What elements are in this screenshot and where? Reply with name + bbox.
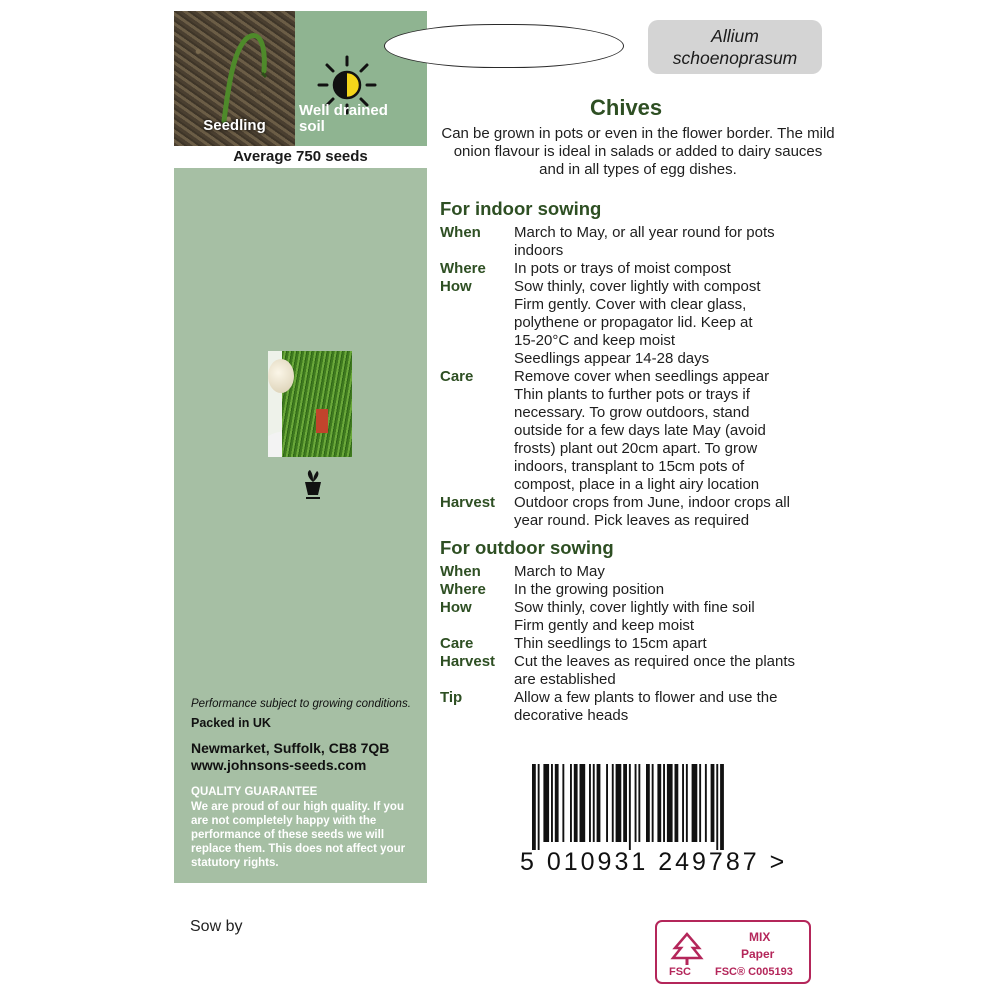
indoor-heading: For indoor sowing [440,198,602,219]
packed-in: Packed in UK [191,716,271,730]
instruction-line: year round. Pick leaves as required [514,512,750,529]
outdoor-heading: For outdoor sowing [440,537,614,558]
instruction-line: Remove cover when seedlings appear [514,368,770,385]
address [191,740,389,774]
soil-label [299,103,388,135]
barcode-bar [597,764,601,842]
instruction-line: outside for a few days late May (avoid [514,422,766,439]
left-green-panel [174,168,427,883]
instruction-row [440,599,830,635]
hang-hole [384,24,624,68]
instruction-value [514,368,830,494]
barcode-bar [538,764,540,850]
barcode-bar [705,764,707,842]
barcode-bar [652,764,654,842]
chives-photo [268,351,352,457]
instruction-line: decorative heads [514,707,629,724]
barcode-bar [629,764,631,850]
instruction-line: Outdoor crops from June, indoor crops all [514,494,790,511]
fsc-mix: MIX [749,930,771,944]
barcode-bar [616,764,622,842]
barcode-bar [612,764,614,842]
performance-note: Performance subject to growing conditions. [191,698,411,710]
barcode-bar [699,764,701,842]
website-link: www.johnsons-seeds.com [191,757,367,773]
instruction-line: Firm gently and keep moist [514,617,695,634]
soil-label-line2: soil [299,118,325,135]
barcode-bar [543,764,549,842]
instruction-key: How [440,599,472,616]
barcode-bar [646,764,650,842]
barcode-bar [606,764,608,842]
instruction-key: Care [440,368,474,385]
barcode-bar [551,764,553,842]
instruction-row [440,563,830,581]
instruction-row [440,635,830,653]
instruction-line: In the growing position [514,581,665,598]
instruction-line: Thin seedlings to 15cm apart [514,635,707,652]
instruction-value [514,563,830,581]
seed-count: Average 750 seeds [233,148,368,165]
instruction-value [514,278,830,368]
instruction-row [440,581,830,599]
instruction-row [440,368,830,494]
instruction-line: Seedlings appear 14-28 days [514,350,710,367]
barcode-bar [532,764,536,850]
seedling-label: Seedling [203,117,266,134]
instruction-line: Cut the leaves as required once the plants [514,653,796,670]
barcode-bar [574,764,578,842]
instruction-row [440,224,830,260]
instruction-line: compost, place in a light airy location [514,476,760,493]
barcode-bar [555,764,559,842]
barcode-bar [635,764,637,842]
instruction-row [440,689,830,725]
barcode-digits: 5 010931 249787 > [520,848,788,876]
instruction-line: In pots or trays of moist compost [514,260,731,277]
instruction-line: indoors [514,242,564,259]
instruction-line: Sow thinly, cover lightly with fine soil [514,599,755,616]
page-title: Chives [590,95,663,120]
barcode-bar [562,764,564,842]
instruction-row [440,653,830,689]
barcode-bar [716,764,718,850]
fsc-paper: Paper [741,947,775,961]
instruction-line: Allow a few plants to flower and use the [514,689,778,706]
barcode-bar [657,764,661,842]
instruction-value [514,260,830,278]
instruction-line: polythene or propagator lid. Keep at [514,314,753,331]
instruction-line: Thin plants to further pots or trays if [514,386,750,403]
barcode-bar [623,764,627,842]
fsc-tree-icon [667,928,707,968]
instruction-key: When [440,563,481,580]
instruction-line: Sow thinly, cover lightly with compost [514,278,761,295]
soil-panel [295,11,427,146]
fsc-brand: FSC [669,966,691,978]
address-line: Newmarket, Suffolk, CB8 7QB [191,740,390,756]
instruction-value [514,689,830,725]
instruction-line: 15-20°C and keep moist [514,332,676,349]
instruction-value [514,224,830,260]
barcode-bar [580,764,586,842]
instruction-row [440,278,830,368]
instruction-line: frosts) plant out 20cm apart. To grow [514,440,758,457]
instruction-key: How [440,278,472,295]
indoor-instructions [440,224,830,530]
instruction-key: When [440,224,481,241]
instruction-key: Care [440,635,474,652]
barcode-bar [682,764,684,842]
latin-genus: Allium [711,26,759,46]
guarantee-body: We are proud of our high quality. If you are not completely happy with the performance of these seeds we will replace them. This does not affect your statutory rights. [191,801,406,869]
seedling-photo [174,11,295,146]
instruction-value [514,494,830,530]
instruction-key: Harvest [440,494,496,511]
instruction-key: Where [440,581,486,598]
barcode-bar [593,764,595,842]
instruction-value [514,599,830,635]
fsc-code: FSC® C005193 [715,966,793,978]
instruction-value [514,581,830,599]
fsc-badge [655,920,811,984]
instruction-line: necessary. To grow outdoors, stand [514,404,750,421]
instruction-line: Firm gently. Cover with clear glass, [514,296,747,313]
barcode-bar [675,764,679,842]
barcode-bar [720,764,724,850]
instruction-value [514,653,830,689]
instruction-value [514,635,830,653]
pot-plant-icon [300,468,326,500]
barcode-bar [686,764,688,842]
barcode-bar [589,764,591,842]
barcode-bar [667,764,673,842]
instruction-key: Tip [440,689,463,706]
sow-by-label: Sow by [190,918,243,935]
instruction-line: March to May [514,563,605,580]
barcode-bar [711,764,715,842]
soil-label-line1: Well drained [299,102,388,119]
barcode-bar [663,764,665,842]
latin-name-badge [648,20,822,74]
barcode-bar [638,764,640,842]
instruction-line: indoors, transplant to 15cm pots of [514,458,745,475]
outdoor-instructions [440,563,830,725]
barcode-bar [570,764,572,842]
instruction-row [440,260,830,278]
instruction-row [440,494,830,530]
instruction-line: March to May, or all year round for pots [514,224,775,241]
instruction-key: Harvest [440,653,496,670]
instruction-key: Where [440,260,486,277]
latin-species: schoenoprasum [672,48,798,68]
intro-text: Can be grown in pots or even in the flower border. The mild onion flavour is ideal in salads or added to dairy sauces and in all types of egg dishes. [441,125,835,178]
instruction-line: are established [514,671,616,688]
guarantee-title: QUALITY GUARANTEE [191,786,318,798]
barcode-bar [692,764,698,842]
